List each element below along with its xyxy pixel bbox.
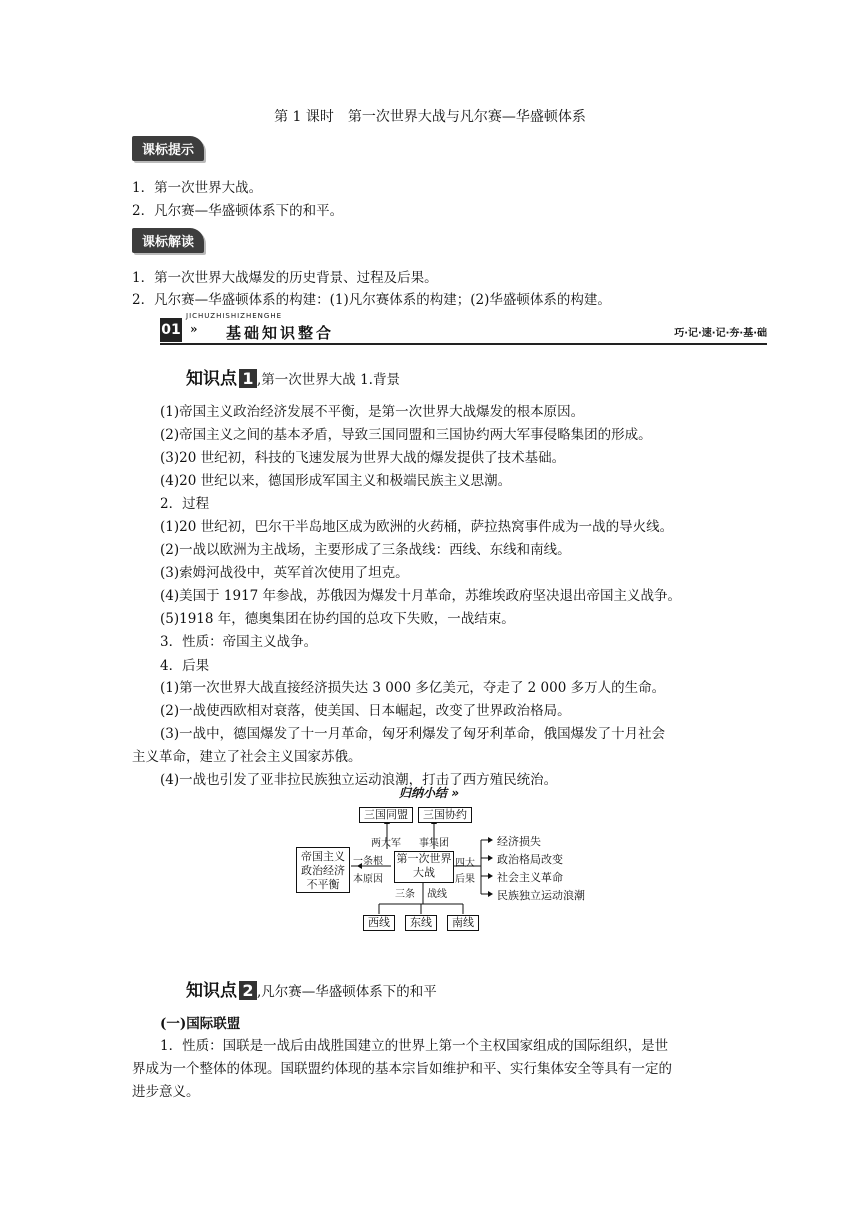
kp1-text: ,第一次世界大战 1.背景 (257, 372, 400, 388)
kp1-line: (5)1918 年，德奥集团在协约国的总攻下失败，一战结束。 (160, 611, 515, 627)
band-rule (160, 343, 767, 345)
kp1-line: (1)第一次世界大战直接经济损失达 3 000 多亿美元，夺走了 2 000 多万人的生命。 (160, 680, 666, 696)
kp1-line: 主义革命，建立了社会主义国家苏俄。 (132, 749, 362, 765)
front-west: 西线 (363, 915, 395, 931)
cause-label-1: 一条根 (353, 856, 383, 867)
hint-item-1: 1．第一次世界大战。 (132, 180, 263, 196)
kp2-number: 2 (239, 981, 257, 1000)
fronts-label-2: 战线 (427, 889, 447, 900)
hint-tag: 课标提示 (132, 136, 204, 161)
kp1-line: 2．过程 (160, 496, 210, 512)
kp1-line: 4．后果 (160, 658, 210, 674)
interpret-tag: 课标解读 (132, 228, 204, 253)
kp1-line: (1)帝国主义政治经济发展不平衡，是第一次世界大战爆发的根本原因。 (160, 404, 585, 420)
band-arrow: » (190, 322, 198, 336)
kp1-number: 1 (239, 369, 257, 388)
result-item-4: 民族独立运动浪潮 (497, 889, 585, 902)
kp2-subheading: (一)国际联盟 (160, 1016, 241, 1032)
kp1-line: (3)一战中，德国爆发了十一月革命，匈牙利爆发了匈牙利革命，俄国爆发了十月社会 (160, 726, 666, 742)
band-title: 基础知识整合 (226, 324, 335, 342)
page-title: 第 1 课时 第一次世界大战与凡尔赛—华盛顿体系 (274, 109, 586, 125)
band-pinyin: JICHUZHISHIZHENGHE (186, 312, 283, 320)
alliance-triple-alliance: 三国同盟 (359, 807, 413, 823)
band-slogan: 巧·记·速·记·夯·基·础 (674, 328, 767, 339)
result-label-1: 四大 (455, 858, 475, 869)
result-item-3: 社会主义革命 (497, 871, 563, 884)
center-box-wwi: 第一次世界大战 (394, 851, 454, 883)
knowledge-point-2-heading (186, 976, 437, 1001)
bloc-label-right: 事集团 (419, 838, 449, 849)
kp1-line: (2)一战使西欧相对衰落，使美国、日本崛起，改变了世界政治格局。 (160, 703, 571, 719)
cause-box: 帝国主义政治经济不平衡 (296, 847, 350, 893)
front-east: 东线 (405, 915, 437, 931)
kp2-text: ,凡尔赛—华盛顿体系下的和平 (257, 984, 437, 1000)
interpret-item-2: 2．凡尔赛—华盛顿体系的构建：(1)凡尔赛体系的构建；(2)华盛顿体系的构建。 (132, 292, 611, 308)
cause-label-2: 本原因 (353, 874, 383, 885)
alliance-triple-entente: 三国协约 (418, 807, 472, 823)
kp1-label: 知识点 (186, 369, 237, 389)
kp1-line: (3)20 世纪初，科技的飞速发展为世界大战的爆发提供了技术基础。 (160, 450, 566, 466)
front-south: 南线 (447, 915, 479, 931)
kp2-line: 界成为一个整体的体现。国联盟约体现的基本宗旨如维护和平、实行集体安全等具有一定的 (132, 1061, 672, 1077)
result-label-2: 后果 (455, 874, 475, 885)
knowledge-point-1-heading (186, 364, 400, 389)
kp2-line: 进步意义。 (132, 1084, 200, 1100)
fronts-label-1: 三条 (395, 889, 415, 900)
kp1-line: (4)20 世纪以来，德国形成军国主义和极端民族主义思潮。 (160, 473, 512, 489)
kp1-line: (2)一战以欧洲为主战场，主要形成了三条战线：西线、东线和南线。 (160, 542, 571, 558)
hint-item-2: 2．凡尔赛—华盛顿体系下的和平。 (132, 203, 344, 219)
result-item-1: 经济损失 (497, 835, 541, 848)
bloc-label-left: 两大军 (371, 838, 401, 849)
result-item-2: 政治格局改变 (497, 853, 563, 866)
band-number: 01 (160, 318, 182, 342)
section-band (160, 314, 767, 344)
kp1-line: (4)一战也引发了亚非拉民族独立运动浪潮，打击了西方殖民统治。 (160, 772, 558, 788)
kp2-label: 知识点 (186, 981, 237, 1001)
interpret-item-1: 1．第一次世界大战爆发的历史背景、过程及后果。 (132, 270, 438, 286)
kp1-line: (3)索姆河战役中，英军首次使用了坦克。 (160, 565, 409, 581)
kp1-line: (2)帝国主义之间的基本矛盾，导致三国同盟和三国协约两大军事侵略集团的形成。 (160, 427, 652, 443)
summary-diagram (291, 784, 601, 934)
kp1-line: 3．性质：帝国主义战争。 (160, 634, 318, 650)
summary-heading: 归纳小结 » (399, 786, 460, 800)
kp1-line: (1)20 世纪初，巴尔干半岛地区成为欧洲的火药桶，萨拉热窝事件成为一战的导火线。 (160, 519, 674, 535)
kp2-line: 1．性质：国联是一战后由战胜国建立的世界上第一个主权国家组成的国际组织，是世 (160, 1038, 669, 1054)
kp1-line: (4)美国于 1917 年参战，苏俄因为爆发十月革命，苏维埃政府坚决退出帝国主义战争。 (160, 588, 682, 604)
